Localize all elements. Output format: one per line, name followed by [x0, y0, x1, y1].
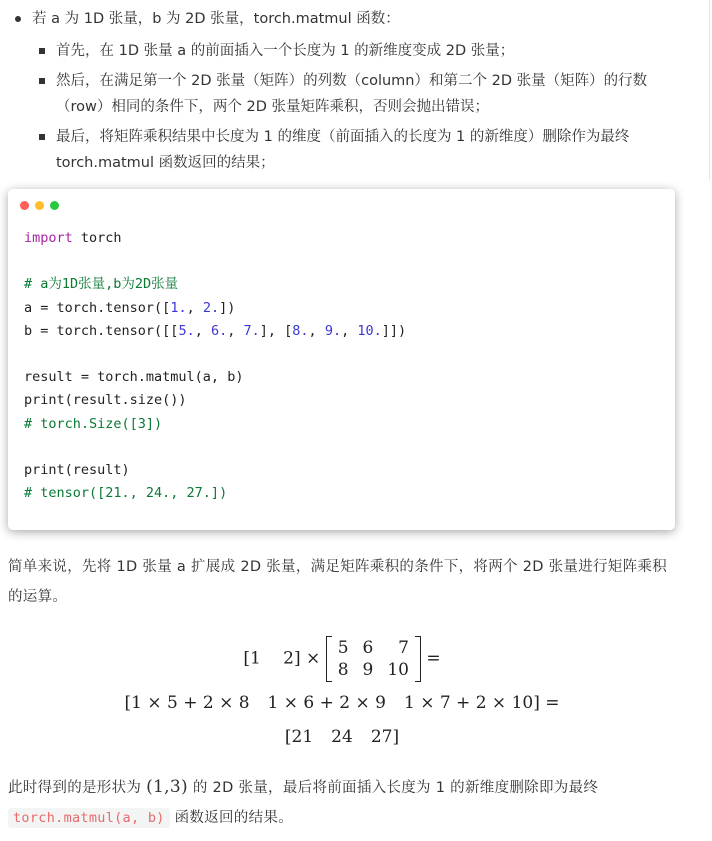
matrix-cell: 9 [362, 660, 374, 680]
code-line [24, 227, 406, 250]
math-term: 1 × 5 + 2 × 8 [131, 693, 250, 713]
code-number: 2. [202, 299, 220, 316]
code-keyword: import [24, 230, 73, 246]
green-dot-icon [50, 201, 59, 210]
code-line [24, 320, 406, 343]
code-line [24, 297, 406, 320]
matrix-cell: 5 [337, 638, 349, 658]
math-term: 1 × 7 + 2 × 10 [403, 693, 534, 713]
code-number: 8. [292, 322, 309, 339]
sub-list-item: 然后，在满足第一个 2D 张量（矩阵）的列数（column）和第二个 2D 张量（矩阵）的行数（row）相同的条件下，两个 2D 张量矩阵乘积，否则会抛出错误； [56, 68, 682, 120]
code-text: , [227, 322, 244, 339]
code-line [24, 413, 406, 436]
code-block [8, 189, 675, 530]
code-text: , [308, 322, 325, 339]
code-number: 7. [243, 322, 260, 339]
math-result: 27 [370, 727, 393, 747]
text: 函数返回的结果。 [169, 810, 294, 826]
math-term: 1 × 6 + 2 × 9 [267, 693, 386, 713]
math-equals: = [426, 648, 441, 669]
matrix-cell: 6 [362, 638, 374, 658]
code-number: 1. [170, 299, 187, 316]
code-comment: # a为1D张量,b为2D张量 [24, 276, 179, 293]
math-matrix [326, 636, 421, 682]
code-line [24, 273, 406, 296]
code-comment: # torch.Size([3]) [24, 415, 163, 432]
matrix-cell: 10 [387, 660, 409, 680]
code-number: 10. [357, 322, 382, 339]
code-line [24, 459, 406, 482]
code-line [24, 250, 406, 273]
sub-list [32, 38, 682, 176]
code-text: , [341, 322, 358, 339]
code-number: 5. [178, 322, 195, 339]
code-text: , [194, 322, 211, 339]
code-number: 6. [210, 322, 228, 339]
sub-list-item: 最后，将矩阵乘积结果中长度为 1 的维度（前面插入的长度为 1 的新维度）删除作为最终 torch.matmul 函数返回的结果； [56, 124, 682, 176]
paragraph-conclusion [8, 772, 676, 833]
math-line-3: [21 24 27] [284, 727, 400, 747]
sub-list-item: 首先，在 1D 张量 a 的前面插入一个长度为 1 的新维度变成 2D 张量； [56, 38, 682, 64]
code-text: result = torch.matmul(a, b) [24, 369, 244, 386]
code-line [24, 366, 406, 389]
math-equals: = [545, 693, 560, 713]
text: 此时得到的是形状为 [8, 780, 147, 796]
math-shape: (1,3) [146, 777, 188, 797]
code-text: b = torch.tensor([[ [24, 322, 179, 339]
code-text: , [186, 299, 203, 316]
code-line [24, 482, 406, 505]
code-text: print(result) [24, 461, 130, 478]
list-item [32, 6, 682, 176]
text: 的 2D 张量，最后将前面插入长度为 1 的新维度删除即为最终 [187, 780, 599, 796]
math-line-1 [0, 636, 684, 682]
code-line [24, 436, 406, 459]
math-result: 24 [331, 727, 353, 747]
code-comment: # tensor([21., 24., 27.]) [24, 485, 228, 502]
math-vector: [1 2] [243, 648, 301, 669]
window-dots [20, 201, 59, 210]
code-content[interactable] [24, 227, 406, 505]
red-dot-icon [20, 201, 29, 210]
code-line [24, 343, 406, 366]
math-line-2: [1 × 5 + 2 × 8 1 × 6 + 2 × 9 1 × 7 + 2 × 10] = [124, 693, 560, 713]
code-number: 9. [324, 322, 342, 339]
matrix-cell: 8 [337, 660, 349, 680]
yellow-dot-icon [35, 201, 44, 210]
math-times: × [306, 648, 321, 669]
code-text: a = torch.tensor([ [24, 299, 171, 316]
math-result: 21 [291, 727, 314, 747]
scrollbar-track [709, 0, 710, 180]
list-item-text: 若 a 为 1D 张量，b 为 2D 张量，torch.matmul 函数： [32, 11, 400, 27]
code-text: ]) [219, 299, 236, 316]
bullet-list [0, 6, 682, 180]
code-text: ], [ [259, 322, 293, 339]
code-text: print(result.size()) [24, 392, 187, 409]
paragraph-summary: 简单来说，先将 1D 张量 a 扩展成 2D 张量，满足矩阵乘积的条件下，将两个 2D 张量进行矩阵乘积的运算。 [8, 559, 668, 605]
matrix-cell: 7 [398, 638, 409, 658]
inline-code: torch.matmul(a, b) [8, 808, 170, 828]
code-text: ]]) [381, 322, 407, 339]
code-text: torch [72, 230, 122, 246]
code-line [24, 389, 406, 412]
